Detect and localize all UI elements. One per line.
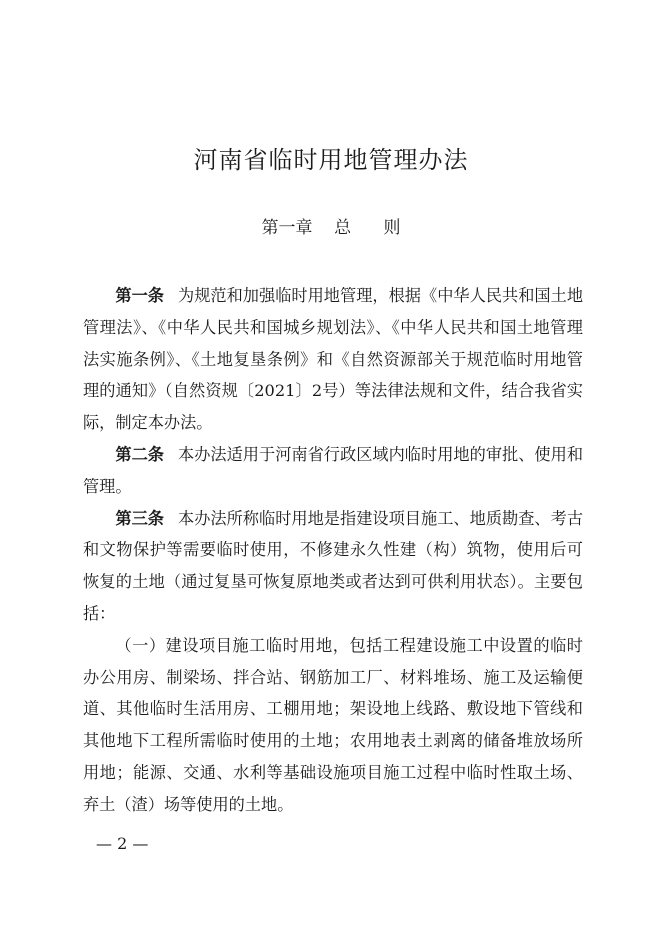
- article-3: [83, 503, 583, 630]
- article-3-label: 第三条: [115, 508, 164, 528]
- chapter-heading: 第一章 总 则: [261, 218, 401, 238]
- document-title: 河南省临时用地管理办法: [193, 146, 469, 174]
- document-body: [83, 280, 583, 821]
- page-number: — 2 —: [96, 834, 149, 853]
- article-2: [83, 439, 583, 503]
- article-2-text: 本办法适用于河南省行政区域内临时用地的审批、使用和管理。: [83, 444, 584, 496]
- article-3-text: 本办法所称临时用地是指建设项目施工、地质勘查、考古和文物保护等需要临时使用，不修建永久性建（构）筑物，使用后可恢复的土地（通过复垦可恢复原地类或者达到可供利用状态）。主要包括：: [83, 508, 584, 623]
- article-1-label: 第一条: [115, 286, 164, 305]
- article-2-label: 第二条: [115, 444, 164, 464]
- article-1-text: 为规范和加强临时用地管理，根据《中华人民共和国土地管理法》、《中华人民共和国城乡规划法》、《中华人民共和国土地管理法实施条例》、《土地复垦条例》和《自然资源部关于规范临时用地管理的通知》（自然资规〔2021〕2号）等法律法规和文件，结合我省实际，制定本办法。: [83, 286, 584, 433]
- clause-1: （一）建设项目施工临时用地，包括工程建设施工中设置的临时办公用房、制梁场、拌合站、钢筋加工厂、材料堆场、施工及运输便道、其他临时生活用房、工棚用地；架设地上线路、敷设地下管线和其他地下工程所需临时使用的土地；农用地表土剥离的储备堆放场所用地；能源、交通、水利等基础设施项目施工过程中临时性取土场、弃土（渣）场等使用的土地。: [83, 635, 583, 814]
- article-1: [83, 280, 583, 439]
